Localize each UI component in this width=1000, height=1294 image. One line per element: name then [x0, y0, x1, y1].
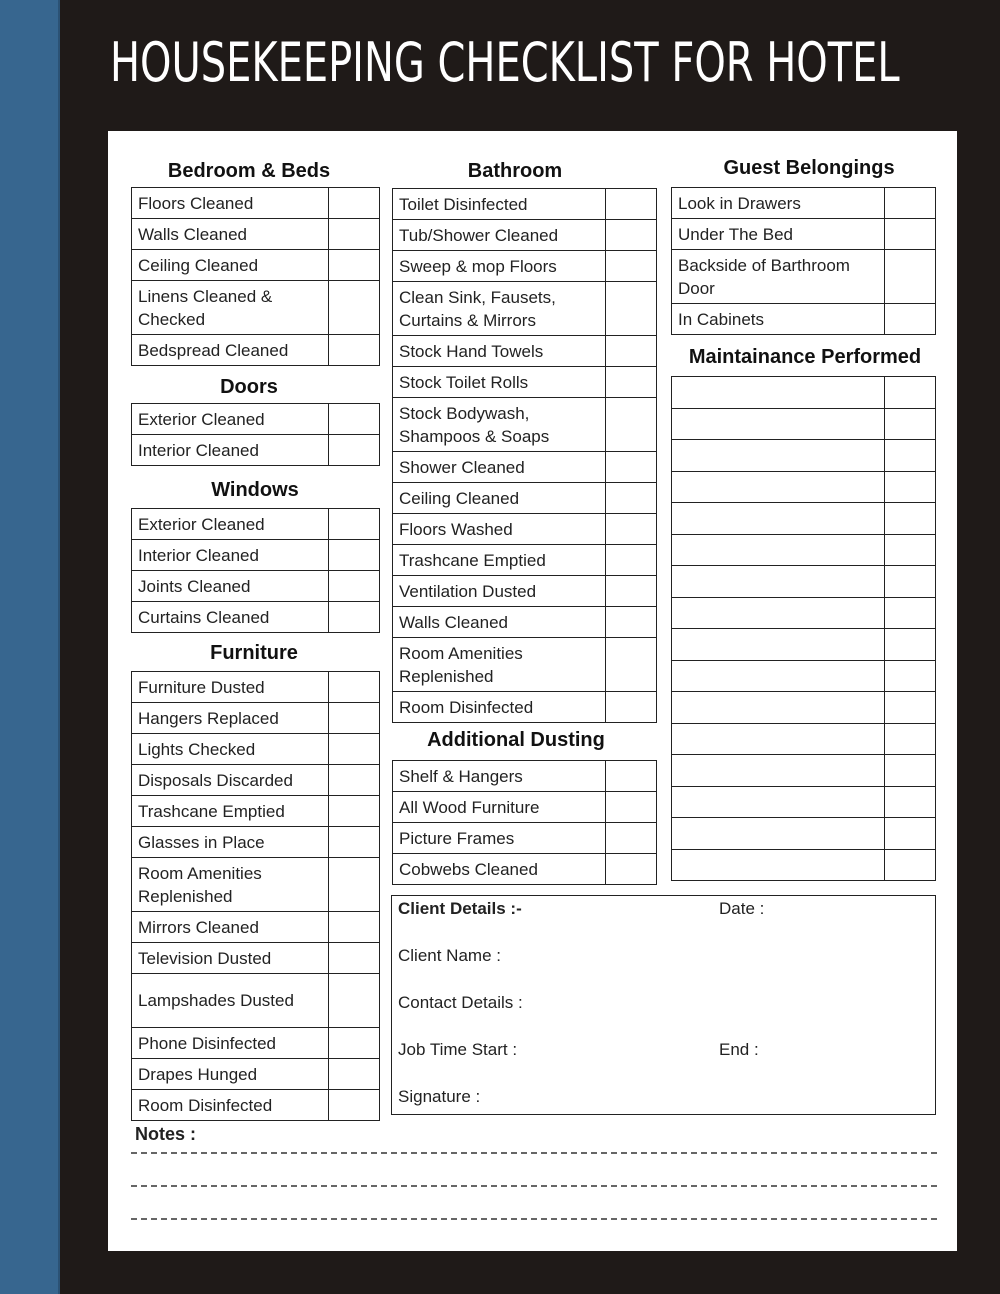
checklist-row	[393, 514, 657, 545]
checklist-item-label: Interior Cleaned	[132, 435, 329, 466]
windows-rows	[132, 509, 380, 633]
checkbox-cell[interactable]	[885, 692, 936, 724]
maintenance-entry-cell[interactable]	[672, 534, 885, 566]
checkbox-cell[interactable]	[606, 545, 657, 576]
checklist-row	[132, 404, 380, 435]
maintenance-entry-cell[interactable]	[672, 786, 885, 818]
checkbox-cell[interactable]	[606, 823, 657, 854]
checklist-item-label: Room Disinfected	[132, 1090, 329, 1121]
maintenance-entry-cell[interactable]	[672, 629, 885, 661]
job-time-start-field[interactable]: Job Time Start :	[398, 1040, 518, 1059]
checklist-item-label: Lampshades Dusted	[132, 974, 329, 1028]
checklist-row	[393, 607, 657, 638]
section-title-guest-belongings: Guest Belongings	[723, 157, 895, 179]
checkbox-cell[interactable]	[885, 755, 936, 787]
checklist-item-label: Hangers Replaced	[132, 703, 329, 734]
checklist-row	[393, 483, 657, 514]
maintenance-entry-cell[interactable]	[672, 408, 885, 440]
checklist-item-label: Bedspread Cleaned	[132, 335, 329, 366]
maintenance-entry-cell[interactable]	[672, 692, 885, 724]
checklist-row	[132, 540, 380, 571]
checkbox-cell[interactable]	[606, 336, 657, 367]
checklist-item-label: Ventilation Dusted	[393, 576, 606, 607]
checklist-item-label: Trashcane Emptied	[393, 545, 606, 576]
checklist-row	[393, 282, 657, 336]
job-time-end-field[interactable]: End :	[719, 1040, 759, 1059]
checkbox-cell[interactable]	[329, 734, 380, 765]
checkbox-cell[interactable]	[606, 282, 657, 336]
checklist-item-label: Linens Cleaned & Checked	[132, 281, 329, 335]
checklist-item-label: Picture Frames	[393, 823, 606, 854]
guest-belongings-checklist	[671, 187, 936, 335]
checkbox-cell[interactable]	[606, 514, 657, 545]
checklist-row	[132, 1059, 380, 1090]
checkbox-cell[interactable]	[885, 818, 936, 850]
checklist-item-label: All Wood Furniture	[393, 792, 606, 823]
maintenance-row	[672, 597, 936, 629]
checklist-item-label: Walls Cleaned	[393, 607, 606, 638]
checklist-row	[393, 692, 657, 723]
section-title-windows: Windows	[211, 479, 299, 501]
checkbox-cell[interactable]	[329, 335, 380, 366]
section-title-doors: Doors	[220, 376, 278, 398]
checklist-item-label: Stock Bodywash, Shampoos & Soaps	[393, 398, 606, 452]
checklist-item-label: In Cabinets	[672, 304, 885, 335]
maintenance-row	[672, 377, 936, 409]
checkbox-cell[interactable]	[885, 597, 936, 629]
checklist-row	[393, 823, 657, 854]
checklist-row	[132, 1028, 380, 1059]
checklist-row	[132, 509, 380, 540]
checkbox-cell[interactable]	[885, 786, 936, 818]
checkbox-cell[interactable]	[329, 540, 380, 571]
maintenance-entry-cell[interactable]	[672, 849, 885, 881]
checklist-row	[132, 435, 380, 466]
checkbox-cell[interactable]	[606, 607, 657, 638]
checklist-row	[132, 765, 380, 796]
maintenance-entry-cell[interactable]	[672, 723, 885, 755]
checklist-row	[393, 220, 657, 251]
notes-line[interactable]	[131, 1152, 937, 1154]
notes-label: Notes :	[135, 1124, 197, 1144]
checkbox-cell[interactable]	[329, 943, 380, 974]
bathroom-rows	[393, 189, 657, 723]
checkbox-cell[interactable]	[329, 765, 380, 796]
checklist-row	[672, 304, 936, 335]
maintenance-entry-cell[interactable]	[672, 755, 885, 787]
checklist-row	[393, 367, 657, 398]
checkbox-cell[interactable]	[885, 660, 936, 692]
checkbox-cell[interactable]	[885, 723, 936, 755]
doors-rows	[132, 404, 380, 466]
checklist-item-label: Look in Drawers	[672, 188, 885, 219]
section-title-bedroom: Bedroom & Beds	[167, 160, 331, 182]
checklist-row	[132, 602, 380, 633]
maintenance-row	[672, 723, 936, 755]
checkbox-cell[interactable]	[606, 367, 657, 398]
checkbox-cell[interactable]	[606, 692, 657, 723]
checkbox-cell[interactable]	[885, 250, 936, 304]
dusting-rows	[393, 761, 657, 885]
furniture-checklist	[131, 671, 380, 1121]
checkbox-cell[interactable]	[885, 849, 936, 881]
checkbox-cell[interactable]	[606, 189, 657, 220]
checklist-row	[393, 336, 657, 367]
checkbox-cell[interactable]	[606, 220, 657, 251]
checklist-row	[393, 398, 657, 452]
checkbox-cell[interactable]	[606, 792, 657, 823]
checklist-item-label: Toilet Disinfected	[393, 189, 606, 220]
checkbox-cell[interactable]	[329, 219, 380, 250]
furniture-rows	[132, 672, 380, 1121]
maintenance-row	[672, 849, 936, 881]
checklist-item-label: Mirrors Cleaned	[132, 912, 329, 943]
checklist-row	[393, 545, 657, 576]
checklist-row	[132, 219, 380, 250]
checklist-row	[672, 188, 936, 219]
checklist-row	[393, 189, 657, 220]
maintenance-entry-cell[interactable]	[672, 471, 885, 503]
checklist-item-label: Glasses in Place	[132, 827, 329, 858]
maintenance-table	[671, 376, 936, 881]
checklist-row	[132, 335, 380, 366]
checkbox-cell[interactable]	[329, 1059, 380, 1090]
checklist-item-label: Shelf & Hangers	[393, 761, 606, 792]
maintenance-row	[672, 629, 936, 661]
maintenance-row	[672, 471, 936, 503]
checklist-item-label: Lights Checked	[132, 734, 329, 765]
checkbox-cell[interactable]	[329, 703, 380, 734]
date-field[interactable]: Date :	[719, 899, 765, 918]
checklist-row	[132, 974, 380, 1028]
checkbox-cell[interactable]	[606, 576, 657, 607]
maintenance-row	[672, 566, 936, 598]
checkbox-cell[interactable]	[329, 250, 380, 281]
checklist-row	[132, 571, 380, 602]
checklist-row	[132, 703, 380, 734]
checkbox-cell[interactable]	[329, 571, 380, 602]
checklist-row	[672, 219, 936, 250]
checklist-row	[132, 943, 380, 974]
maintenance-row	[672, 660, 936, 692]
maintenance-row	[672, 534, 936, 566]
checklist-item-label: Curtains Cleaned	[132, 602, 329, 633]
checklist-row	[672, 250, 936, 304]
checkbox-cell[interactable]	[606, 251, 657, 282]
maintenance-entry-cell[interactable]	[672, 566, 885, 598]
checklist-row	[132, 858, 380, 912]
maintenance-entry-cell[interactable]	[672, 440, 885, 472]
bedroom-rows	[132, 188, 380, 366]
checklist-item-label: Stock Toilet Rolls	[393, 367, 606, 398]
checklist-item-label: Exterior Cleaned	[132, 404, 329, 435]
maintenance-row	[672, 755, 936, 787]
checkbox-cell[interactable]	[329, 404, 380, 435]
checkbox-cell[interactable]	[885, 471, 936, 503]
section-title-bathroom: Bathroom	[467, 160, 563, 182]
checklist-item-label: Room Disinfected	[393, 692, 606, 723]
checklist-row	[132, 188, 380, 219]
checklist-row	[393, 452, 657, 483]
checklist-row	[132, 734, 380, 765]
checklist-item-label: Disposals Discarded	[132, 765, 329, 796]
section-title-furniture: Furniture	[210, 642, 298, 664]
checklist-item-label: Furniture Dusted	[132, 672, 329, 703]
checklist-item-label: Exterior Cleaned	[132, 509, 329, 540]
checkbox-cell[interactable]	[329, 827, 380, 858]
checklist-item-label: Floors Cleaned	[132, 188, 329, 219]
doors-checklist	[131, 403, 380, 466]
maintenance-row	[672, 786, 936, 818]
client-details-heading: Client Details :-	[398, 899, 522, 918]
dusting-checklist	[392, 760, 657, 885]
checkbox-cell[interactable]	[885, 408, 936, 440]
checklist-row	[393, 638, 657, 692]
checkbox-cell[interactable]	[606, 483, 657, 514]
checkbox-cell[interactable]	[329, 796, 380, 827]
checkbox-cell[interactable]	[606, 452, 657, 483]
page-title: HOUSEKEEPING CHECKLIST FOR HOTEL	[110, 31, 900, 94]
checklist-item-label: Phone Disinfected	[132, 1028, 329, 1059]
checklist-item-label: Drapes Hunged	[132, 1059, 329, 1090]
maintenance-row	[672, 408, 936, 440]
checkbox-cell[interactable]	[329, 1028, 380, 1059]
notes-line[interactable]	[131, 1185, 937, 1187]
maintenance-entry-cell[interactable]	[672, 660, 885, 692]
checklist-item-label: Trashcane Emptied	[132, 796, 329, 827]
checklist-item-label: Under The Bed	[672, 219, 885, 250]
client-details-box	[391, 895, 936, 1115]
section-title-maintenance: Maintainance Performed	[688, 346, 922, 368]
checkbox-cell[interactable]	[329, 509, 380, 540]
checkbox-cell[interactable]	[606, 398, 657, 452]
checklist-item-label: Room Amenities Replenished	[132, 858, 329, 912]
guest-rows	[672, 188, 936, 335]
checklist-item-label: Room Amenities Replenished	[393, 638, 606, 692]
checkbox-cell[interactable]	[329, 602, 380, 633]
contact-details-field[interactable]: Contact Details :	[398, 993, 523, 1012]
checkbox-cell[interactable]	[329, 672, 380, 703]
checklist-item-label: Television Dusted	[132, 943, 329, 974]
client-name-field[interactable]: Client Name :	[398, 946, 501, 965]
maintenance-entry-cell[interactable]	[672, 597, 885, 629]
section-title-additional-dusting: Additional Dusting	[427, 729, 605, 751]
checklist-row	[393, 576, 657, 607]
checklist-item-label: Tub/Shower Cleaned	[393, 220, 606, 251]
maintenance-rows	[672, 377, 936, 881]
checklist-row	[132, 1090, 380, 1121]
checklist-row	[393, 761, 657, 792]
checklist-row	[132, 912, 380, 943]
checkbox-cell[interactable]	[329, 974, 380, 1028]
checklist-row	[393, 251, 657, 282]
checkbox-cell[interactable]	[606, 761, 657, 792]
maintenance-entry-cell[interactable]	[672, 377, 885, 409]
windows-checklist	[131, 508, 380, 633]
checklist-item-label: Joints Cleaned	[132, 571, 329, 602]
checkbox-cell[interactable]	[885, 566, 936, 598]
checkbox-cell[interactable]	[885, 188, 936, 219]
checklist-item-label: Cobwebs Cleaned	[393, 854, 606, 885]
checklist-item-label: Floors Washed	[393, 514, 606, 545]
checklist-row	[132, 250, 380, 281]
checkbox-cell[interactable]	[329, 858, 380, 912]
checkbox-cell[interactable]	[329, 1090, 380, 1121]
maintenance-entry-cell[interactable]	[672, 503, 885, 535]
bedroom-checklist	[131, 187, 380, 366]
checkbox-cell[interactable]	[606, 638, 657, 692]
checkbox-cell[interactable]	[329, 281, 380, 335]
notes-line[interactable]	[131, 1218, 937, 1220]
checklist-item-label: Ceiling Cleaned	[132, 250, 329, 281]
checklist-item-label: Sweep & mop Floors	[393, 251, 606, 282]
checkbox-cell[interactable]	[885, 503, 936, 535]
maintenance-row	[672, 503, 936, 535]
checkbox-cell[interactable]	[329, 188, 380, 219]
checklist-row	[393, 792, 657, 823]
checklist-item-label: Backside of Barthroom Door	[672, 250, 885, 304]
checkbox-cell[interactable]	[885, 534, 936, 566]
checkbox-cell[interactable]	[885, 377, 936, 409]
checklist-row	[393, 854, 657, 885]
checkbox-cell[interactable]	[606, 854, 657, 885]
checklist-item-label: Clean Sink, Fausets, Curtains & Mirrors	[393, 282, 606, 336]
checkbox-cell[interactable]	[329, 435, 380, 466]
checkbox-cell[interactable]	[885, 629, 936, 661]
checklist-item-label: Interior Cleaned	[132, 540, 329, 571]
checkbox-cell[interactable]	[885, 304, 936, 335]
maintenance-row	[672, 440, 936, 472]
checklist-row	[132, 281, 380, 335]
checklist-item-label: Stock Hand Towels	[393, 336, 606, 367]
bathroom-checklist	[392, 188, 657, 723]
checklist-item-label: Walls Cleaned	[132, 219, 329, 250]
checklist-row	[132, 672, 380, 703]
maintenance-row	[672, 818, 936, 850]
checkbox-cell[interactable]	[885, 219, 936, 250]
book-spine	[0, 0, 60, 1294]
checkbox-cell[interactable]	[329, 912, 380, 943]
checklist-item-label: Ceiling Cleaned	[393, 483, 606, 514]
signature-field[interactable]: Signature :	[398, 1087, 481, 1106]
checklist-item-label: Shower Cleaned	[393, 452, 606, 483]
checklist-row	[132, 796, 380, 827]
checkbox-cell[interactable]	[885, 440, 936, 472]
checklist-row	[132, 827, 380, 858]
maintenance-row	[672, 692, 936, 724]
maintenance-entry-cell[interactable]	[672, 818, 885, 850]
